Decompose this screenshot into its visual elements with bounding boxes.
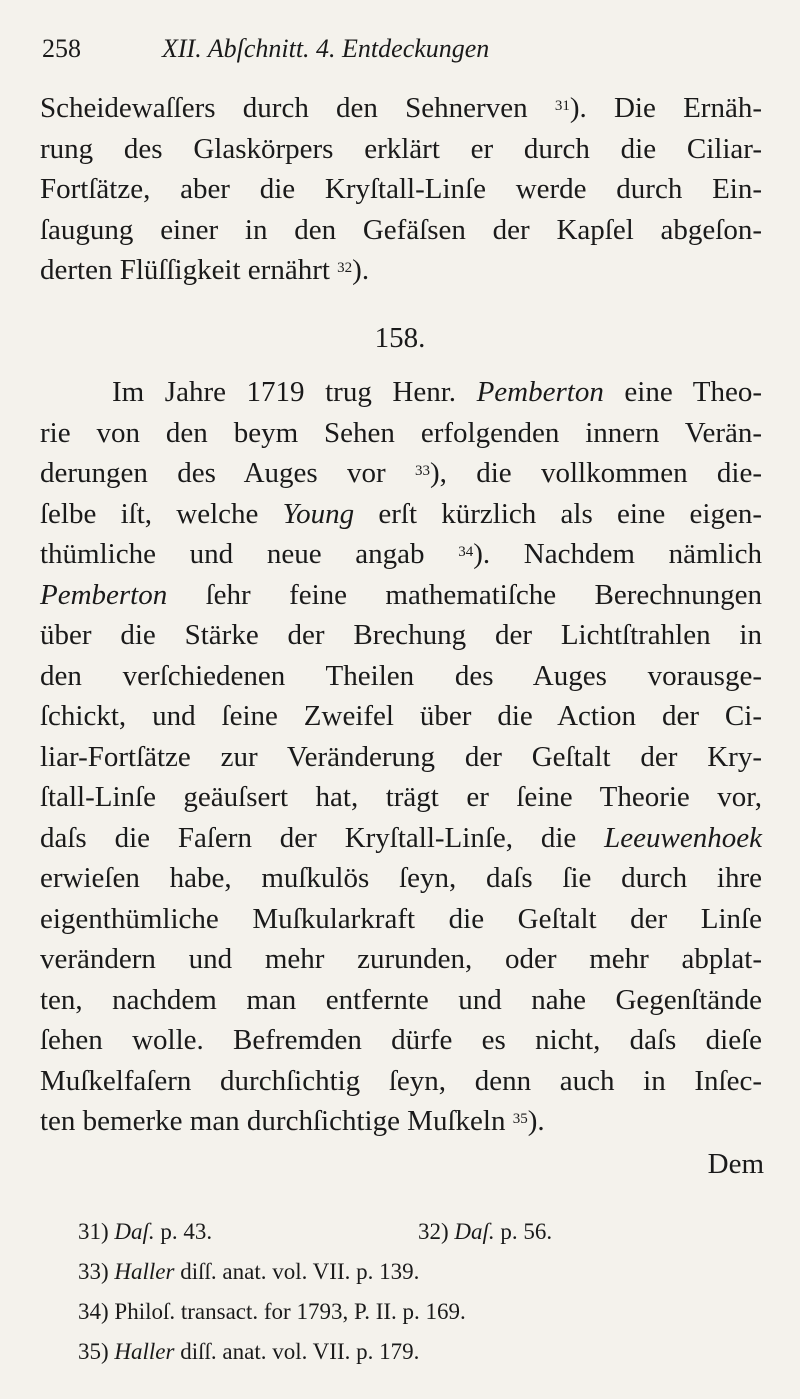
- text-line: ſtall-Linſe geäuſsert hat, trägt er ſeine Theorie vor,: [40, 781, 762, 813]
- text-line: Scheidewaſſers durch den Sehnerven $^{31}$). Die Ernäh-: [40, 92, 762, 124]
- footnotes: [78, 1212, 758, 1372]
- text-line: ſaugung einer in den Gefäſsen der Kapſel abgeſon-: [40, 213, 762, 246]
- section-title: XII. Abſchnitt. 4. Entdeckungen: [162, 34, 490, 63]
- text-line: ſehen wolle. Befremden dürfe es nicht, daſs dieſe: [40, 1024, 762, 1056]
- footnote-33: 33) Haller diſſ. anat. vol. VII. p. 139.: [78, 1259, 420, 1284]
- catchword: Dem: [707, 1148, 764, 1180]
- text-line: liar-Fortſätze zur Veränderung der Geſtalt der Kry-: [40, 740, 762, 773]
- text-line: eigenthümliche Muſkularkraft die Geſtalt der Linſe: [40, 902, 762, 935]
- page-number: 258: [42, 34, 81, 63]
- footnote-35: 35) Haller diſſ. anat. vol. VII. p. 179.: [78, 1339, 420, 1364]
- paragraph-2: [40, 372, 762, 1142]
- text-line: ten, nachdem man entfernte und nahe Gegenſtände: [40, 983, 762, 1016]
- text-line: ten bemerke man durchſichtige Muſkeln $^{35}$).: [40, 1105, 545, 1137]
- text-line: daſs die Faſern der Kryſtall-Linſe, die Leeuwenhoek: [40, 821, 762, 854]
- footnote-31-32: 31) Daſ. p. 43. 32) Daſ. p. 56.: [78, 1219, 553, 1244]
- text-line: Fortſätze, aber die Kryſtall-Linſe werde durch Ein-: [40, 173, 762, 205]
- text-line: Im Jahre 1719 trug Henr. Pemberton eine Theo-: [112, 376, 762, 408]
- text-line: verändern und mehr zurunden, oder mehr abplat-: [40, 943, 762, 975]
- footnote-ref: 35: [512, 1111, 528, 1127]
- footnote-34: 34) Philoſ. transact. for 1793, P. II. p. 169.: [78, 1299, 466, 1324]
- text-line: derten Flüſſigkeit ernährt $^{32}$).: [40, 254, 370, 286]
- text-line: Muſkelfaſern durchſichtig ſeyn, denn auch in Inſec-: [40, 1064, 762, 1097]
- footnote-ref: 31: [554, 98, 570, 114]
- text-line: Pemberton ſehr feine mathematiſche Berechnungen: [40, 578, 762, 611]
- text-line: den verſchiedenen Theilen des Auges vorausge-: [40, 659, 762, 692]
- footnote-ref: 33: [415, 463, 431, 479]
- text-line: rung des Glaskörpers erklärt er durch die Ciliar-: [40, 132, 762, 165]
- text-line: derungen des Auges vor $^{33}$), die vollkommen die-: [40, 457, 763, 489]
- footnote-ref: 34: [458, 544, 474, 560]
- text-line: rie von den beym Sehen erfolgenden innern Verän-: [40, 416, 762, 449]
- text-line: thümliche und neue angab $^{34}$). Nachdem nämlich: [40, 538, 762, 570]
- text-line: über die Stärke der Brechung der Lichtſtrahlen in: [40, 619, 762, 651]
- footnote-ref: 32: [337, 260, 353, 276]
- text-line: ſchickt, und ſeine Zweifel über die Action der Ci-: [40, 700, 762, 732]
- paragraph-1: [40, 88, 762, 291]
- text-line: ſelbe iſt, welche Young erſt kürzlich als eine eigen-: [40, 497, 762, 530]
- text-line: erwieſen habe, muſkulös ſeyn, daſs ſie durch ihre: [40, 862, 762, 894]
- running-header: [42, 28, 762, 72]
- section-number: 158.: [374, 322, 426, 354]
